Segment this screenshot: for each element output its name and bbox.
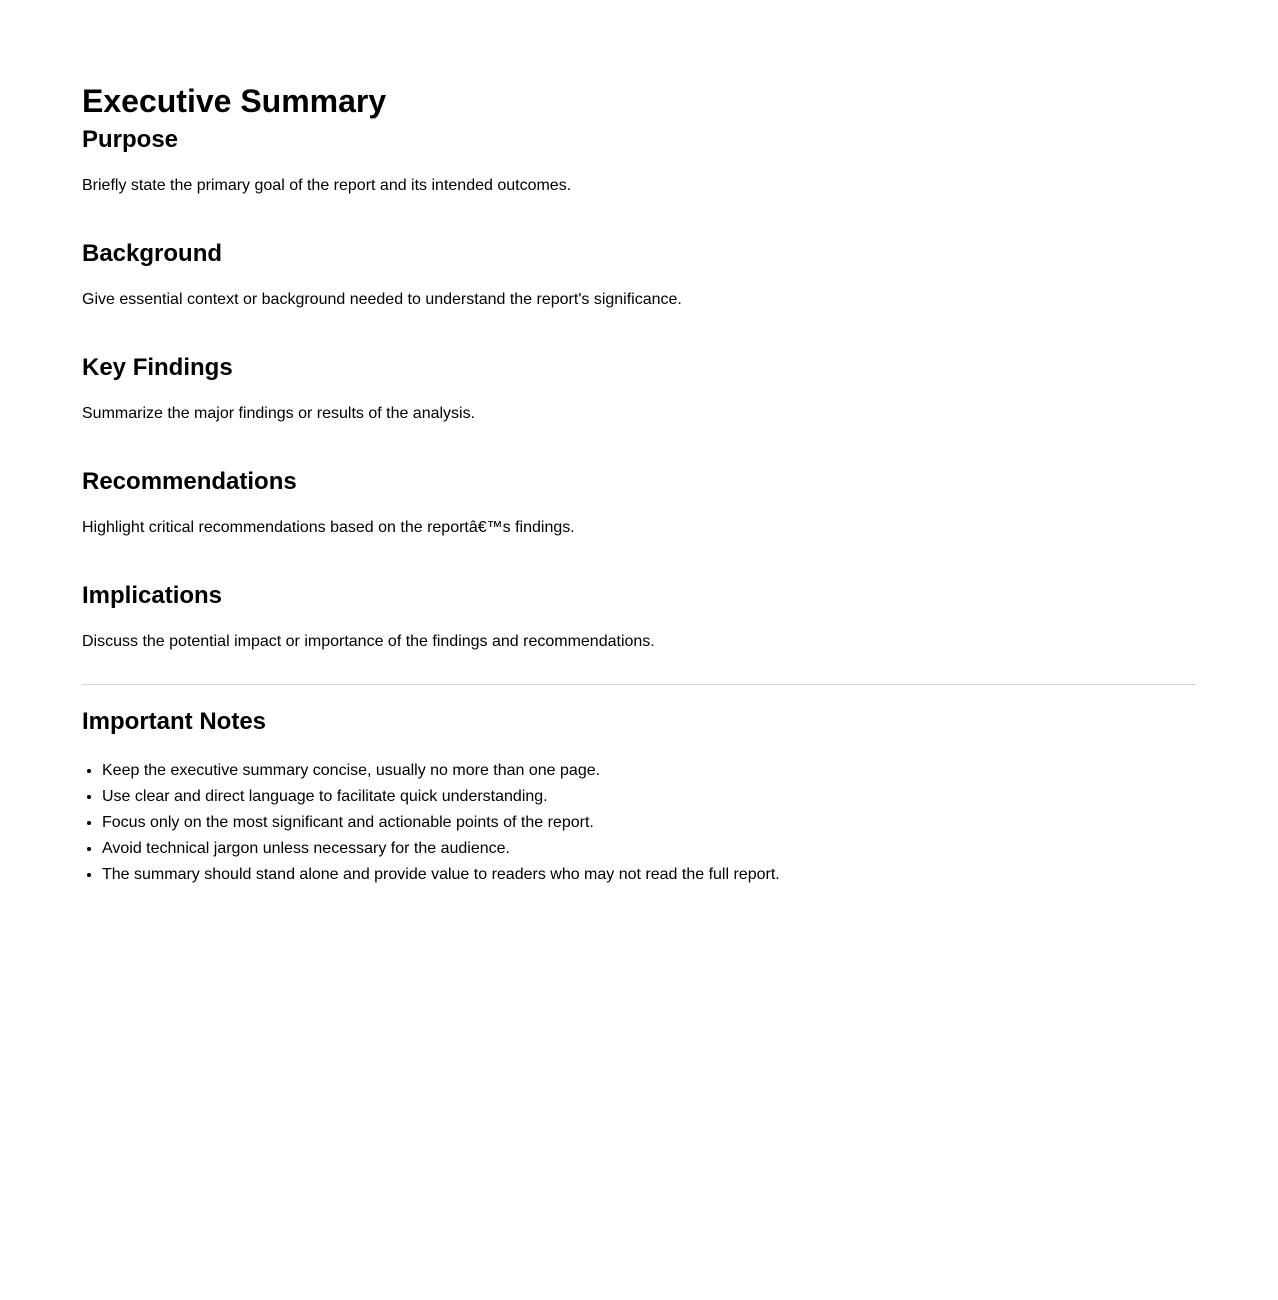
section-heading: Key Findings [82,354,233,381]
section-heading: Implications [82,582,223,609]
list-item: • The summary should stand alone and provide value to readers who may not read the full report. [102,862,1196,888]
document-content [82,79,1196,888]
list-item: • Focus only on the most significant and actionable points of the report. [102,810,1196,836]
list-item: • Use clear and direct language to facilitate quick understanding. [102,784,1196,810]
section-background [82,238,1196,310]
page-title: Executive Summary [82,83,387,119]
notes-list [82,758,1196,888]
section-divider [82,684,1196,685]
section-recommendations [82,466,1196,538]
section-heading: Background [82,240,223,267]
section-implications [82,580,1196,652]
section-text: Discuss the potential impact or importance of the findings and recommendations. [82,633,655,650]
section-purpose [82,124,1196,196]
section-key-findings [82,352,1196,424]
section-text: Summarize the major findings or results of the analysis. [82,405,476,422]
section-text: Give essential context or background needed to understand the report's significance. [82,291,682,308]
list-item: • Avoid technical jargon unless necessary for the audience. [102,836,1196,862]
section-heading: Purpose [82,126,179,153]
section-heading: Important Notes [82,708,267,735]
list-item: • Keep the executive summary concise, usually no more than one page. [102,758,1196,784]
section-text: Highlight critical recommendations based on the reportâ€™s findings. [82,519,575,536]
section-text: Briefly state the primary goal of the report and its intended outcomes. [82,177,572,194]
section-important-notes [82,706,1196,888]
section-heading: Recommendations [82,468,297,495]
